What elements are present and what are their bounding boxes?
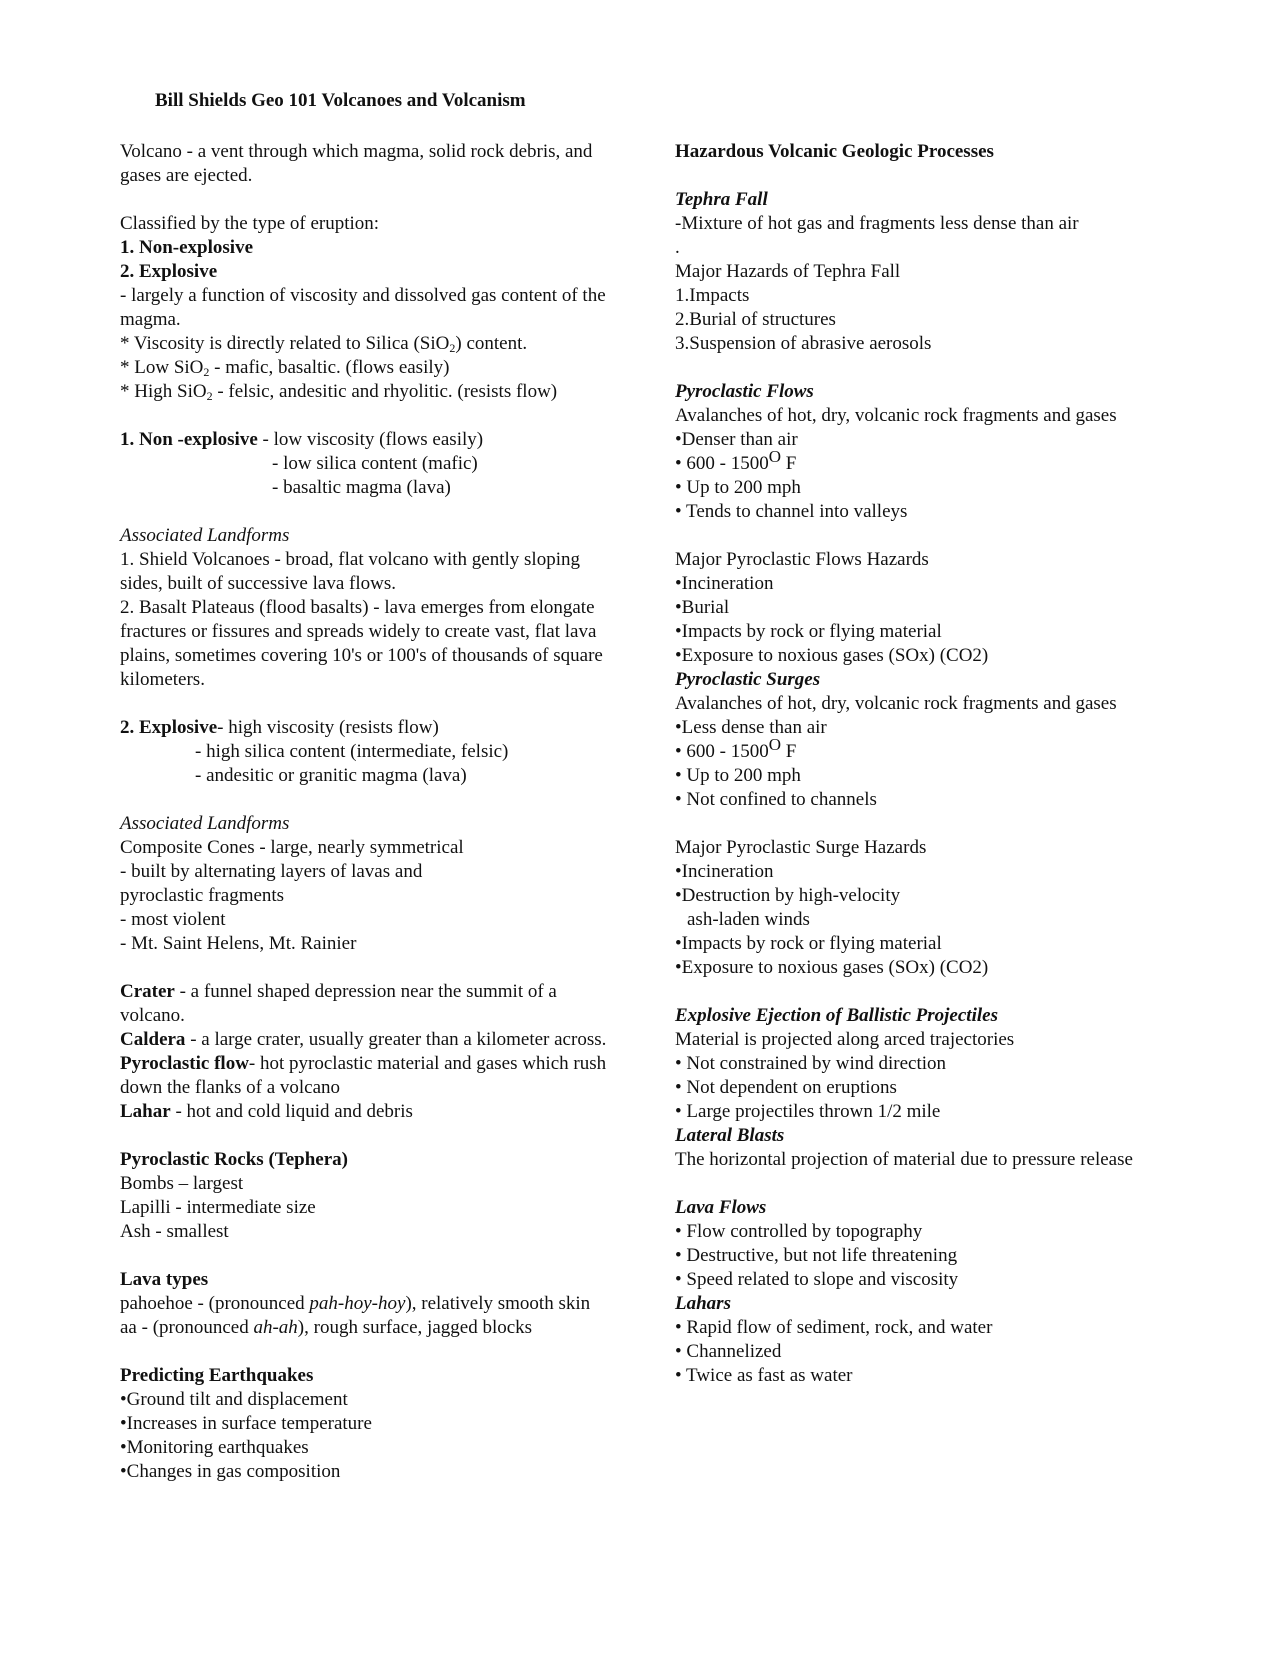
nonexplosive-detail: - basaltic magma (lava) [272,477,451,498]
composite-cones-detail: pyroclastic fragments [120,885,285,906]
crater-definition: Crater - a funnel shaped depression near the summit of a volcano. [120,981,557,1026]
composite-cones-detail: - most violent [120,909,226,930]
low-silica-line: * Low SiO$_2$ - mafic, basaltic. (flows easily) [120,357,450,379]
pyroclastic-flows-item: • Up to 200 mph [675,477,801,498]
pyroclastic-surges-item: • Up to 200 mph [675,765,801,786]
eruption-type-1: 1. Non-explosive [120,237,253,258]
prediction-item: •Monitoring earthquakes [120,1437,309,1458]
surge-hazard-item: •Impacts by rock or flying material [675,933,942,954]
explosive-detail: - high silica content (intermediate, felsic) [195,741,509,762]
classified-intro: Classified by the type of eruption: [120,213,380,234]
predicting-earthquakes-heading: Predicting Earthquakes [120,1365,314,1386]
lava-flows-item: • Destructive, but not life threatening [675,1245,958,1266]
pyroclastic-flow-hazards-heading: Major Pyroclastic Flows Hazards [675,549,929,570]
prediction-item: •Ground tilt and displacement [120,1389,348,1410]
lava-flows-heading: Lava Flows [675,1197,767,1218]
pyroclastic-flows-text: Avalanches of hot, dry, volcanic rock fragments and gases [675,405,1117,426]
pyroclastic-surges-temp: • $600 - 1500^O$ F [675,735,797,762]
lahar-definition: Lahar - hot and cold liquid and debris [120,1101,413,1122]
tephra-item: Ash - smallest [120,1221,229,1242]
volcano-definition: Volcano - a vent through which magma, solid rock debris, and gases are ejected. [120,141,593,186]
surge-hazard-item-cont: ash-laden winds [687,909,810,930]
pyroclastic-surges-item: •Less dense than air [675,717,827,738]
shield-volcanoes: 1. Shield Volcanoes - broad, flat volcano with gently sloping sides, built of successive lava flows. [120,549,580,594]
pyroclastic-flows-item: •Denser than air [675,429,798,450]
pyroclastic-surges-item: • Not confined to channels [675,789,877,810]
pyroclastic-surges-heading: Pyroclastic Surges [675,669,821,690]
tephra-fall-hazards-heading: Major Hazards of Tephra Fall [675,261,901,282]
lava-flows-item: • Speed related to slope and viscosity [675,1269,959,1290]
tephra-item: Bombs – largest [120,1173,244,1194]
prediction-item: •Increases in surface temperature [120,1413,372,1434]
ballistic-item: • Large projectiles thrown 1/2 mile [675,1101,941,1122]
ballistic-item: • Not dependent on eruptions [675,1077,897,1098]
nonexplosive-detail: - low silica content (mafic) [272,453,478,474]
page-title: Bill Shields Geo 101 Volcanoes and Volcanism [155,90,526,111]
flow-hazard-item: •Incineration [675,573,774,594]
nonexplosive-heading: 1. Non -explosive - low viscosity (flows easily) [120,429,484,450]
tephra-hazard-item: 2.Burial of structures [675,309,836,330]
composite-cones-detail: - built by alternating layers of lavas and [120,861,423,882]
composite-cones-detail: - Mt. Saint Helens, Mt. Rainier [120,933,357,954]
high-silica-line: * High SiO$_2$ - felsic, andesitic and rhyolitic. (resists flow) [120,381,558,403]
tephra-hazard-item: 3.Suspension of abrasive aerosols [675,333,932,354]
flow-hazard-item: •Impacts by rock or flying material [675,621,942,642]
pyroclastic-flows-item: • Tends to channel into valleys [675,501,908,522]
tephra-fall-dot: . [675,237,680,258]
composite-cones: Composite Cones - large, nearly symmetrical [120,837,464,858]
surge-hazard-item: •Exposure to noxious gases (SOx) (CO2) [675,957,989,978]
left-column [120,140,620,1484]
lava-types-heading: Lava types [120,1269,209,1290]
surge-hazards-heading: Major Pyroclastic Surge Hazards [675,837,927,858]
explosive-heading: 2. Explosive- high viscosity (resists flow) [120,717,439,738]
surge-hazard-item: •Incineration [675,861,774,882]
lateral-blasts-text: The horizontal projection of material due to pressure release [675,1149,1133,1170]
lava-flows-item: • Flow controlled by topography [675,1221,923,1242]
basalt-plateaus: 2. Basalt Plateaus (flood basalts) - lava emerges from elongate fractures or fissures and spreads widely to create vast, flat lava plains, sometimes covering 10's or 100's of thousands of square kilometers. [120,597,603,690]
lahars-heading: Lahars [675,1293,731,1314]
flow-hazard-item: •Burial [675,597,730,618]
explosive-detail: - andesitic or granitic magma (lava) [195,765,467,786]
flow-hazard-item: •Exposure to noxious gases (SOx) (CO2) [675,645,989,666]
pyroclastic-rocks-heading: Pyroclastic Rocks (Tephera) [120,1149,348,1170]
surge-hazard-item: •Destruction by high-velocity [675,885,901,906]
tephra-fall-text: -Mixture of hot gas and fragments less dense than air [675,213,1079,234]
viscosity-line: * Viscosity is directly related to Silica (SiO$_2$) content. [120,333,528,355]
pyroclastic-surges-text: Avalanches of hot, dry, volcanic rock fragments and gases [675,693,1117,714]
prediction-item: •Changes in gas composition [120,1461,341,1482]
eruption-type-2: 2. Explosive [120,261,218,282]
lahars-item: • Channelized [675,1341,782,1362]
ballistic-projectiles-heading: Explosive Ejection of Ballistic Projectiles [675,1005,998,1026]
lahars-item: • Twice as fast as water [675,1365,853,1386]
lateral-blasts-heading: Lateral Blasts [675,1125,785,1146]
largely-text: - largely a function of viscosity and dissolved gas content of the magma. [120,285,606,330]
aa-line: aa - (pronounced ah-ah), rough surface, jagged blocks [120,1317,533,1338]
right-column [675,140,1145,1388]
pyroclastic-flow-definition: Pyroclastic flow- hot pyroclastic material and gases which rush down the flanks of a volcano [120,1053,607,1098]
tephra-fall-heading: Tephra Fall [675,189,768,210]
tephra-item: Lapilli - intermediate size [120,1197,316,1218]
tephra-hazard-item: 1.Impacts [675,285,750,306]
associated-landforms-heading: Associated Landforms [120,813,290,834]
ballistic-item: • Not constrained by wind direction [675,1053,947,1074]
hazards-heading: Hazardous Volcanic Geologic Processes [675,141,994,162]
pahoehoe-line: pahoehoe - (pronounced pah-hoy-hoy), relatively smooth skin [120,1293,591,1314]
caldera-definition: Caldera - a large crater, usually greater than a kilometer across. [120,1029,607,1050]
pyroclastic-flows-temp: • $600 - 1500^O$ F [675,447,797,474]
associated-landforms-heading: Associated Landforms [120,525,290,546]
ballistic-text: Material is projected along arced trajectories [675,1029,1015,1050]
pyroclastic-flows-heading: Pyroclastic Flows [675,381,814,402]
lahars-item: • Rapid flow of sediment, rock, and water [675,1317,993,1338]
